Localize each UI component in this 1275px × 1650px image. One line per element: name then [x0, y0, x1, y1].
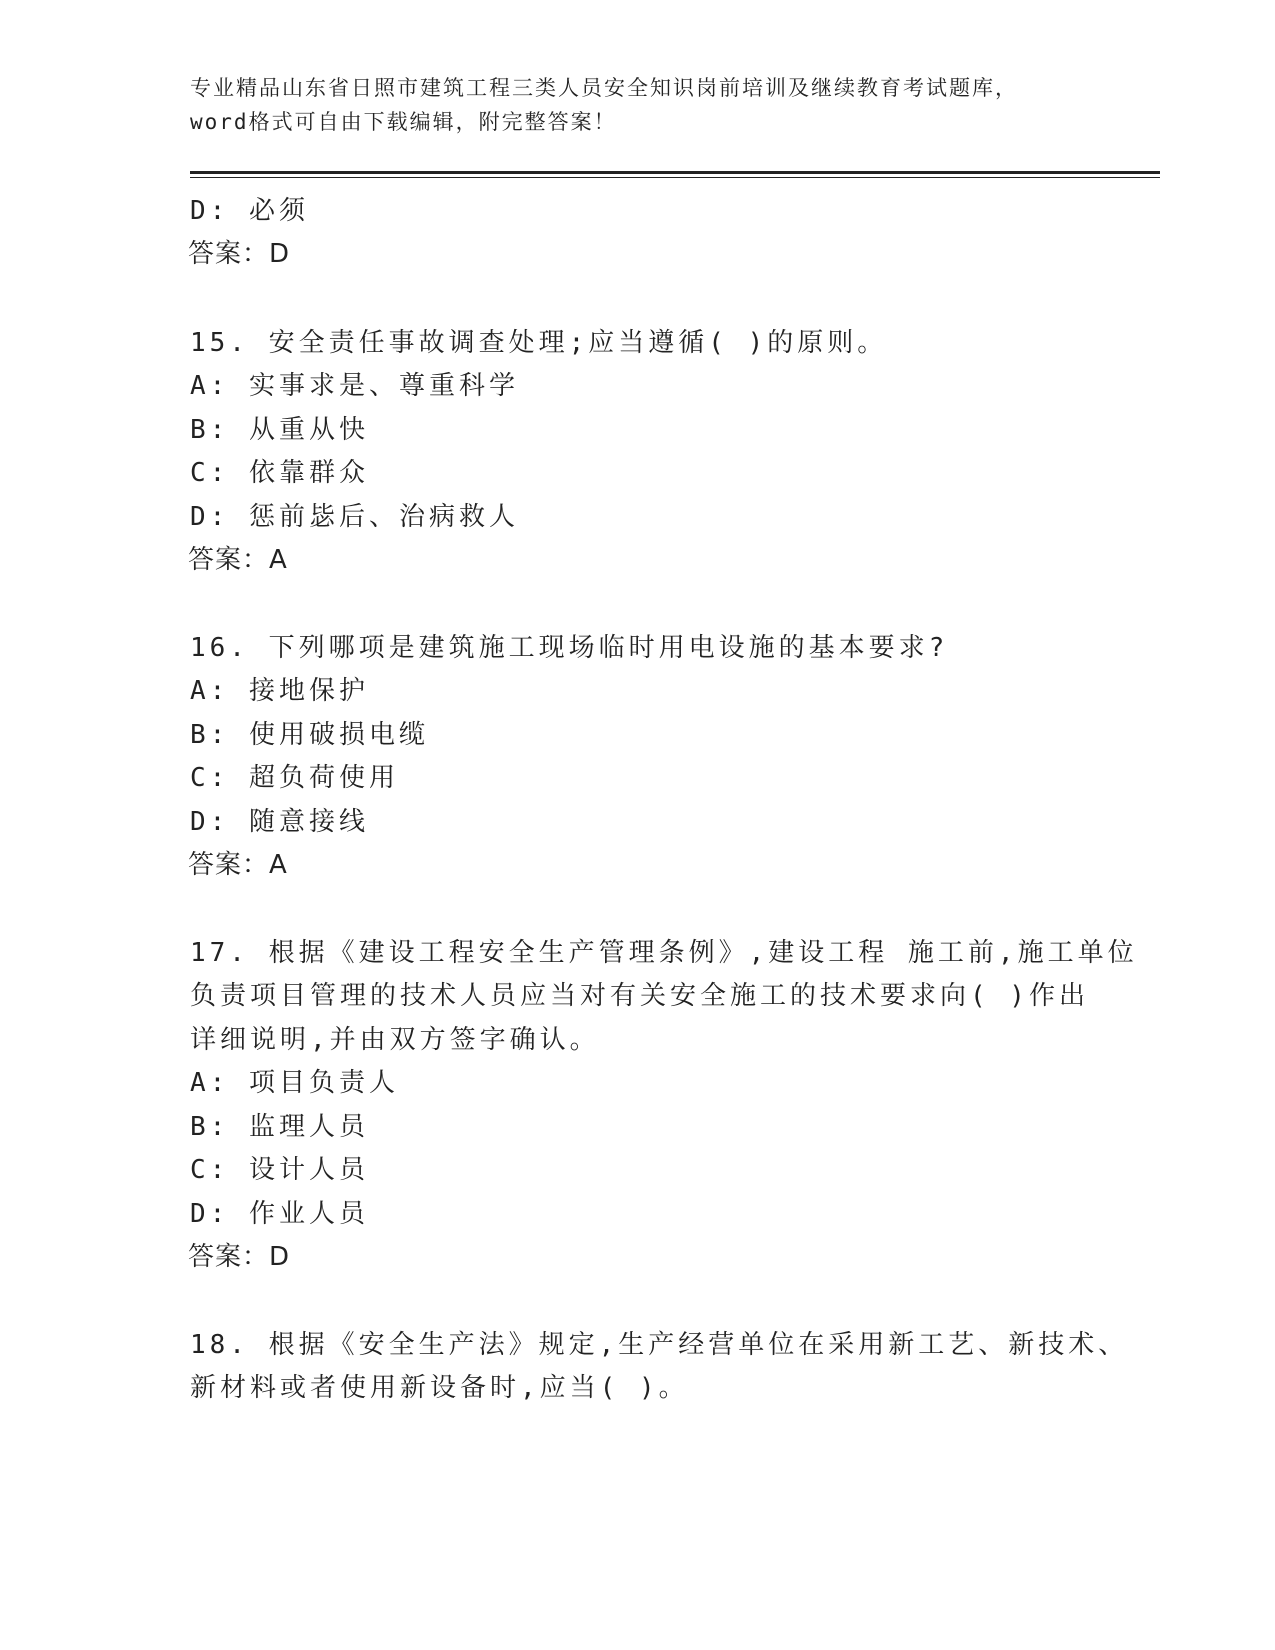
question-stem: 15. 安全责任事故调查处理;应当遵循( )的原则。	[190, 328, 888, 358]
answer: 答案：D	[188, 239, 291, 269]
question-stem-line1: 17. 根据《建设工程安全生产管理条例》,建设工程 施工前,施工单位	[190, 938, 1138, 968]
question-stem-line3: 详细说明,并由双方签字确认。	[190, 1025, 600, 1055]
option-a: A: 项目负责人	[190, 1068, 399, 1098]
header-rule-thin	[190, 177, 1160, 178]
question-stem: 16. 下列哪项是建筑施工现场临时用电设施的基本要求?	[190, 633, 949, 663]
question-stem-line2: 负责项目管理的技术人员应当对有关安全施工的技术要求向( )作出	[190, 981, 1089, 1011]
option-b: B: 监理人员	[190, 1112, 369, 1142]
option-c: C: 设计人员	[190, 1155, 369, 1185]
answer: 答案：D	[188, 1242, 291, 1272]
option-a: A: 接地保护	[190, 676, 369, 706]
option-d: D: 随意接线	[190, 807, 369, 837]
answer: 答案：A	[188, 545, 288, 575]
option-a: A: 实事求是、尊重科学	[190, 371, 519, 401]
option-b: B: 使用破损电缆	[190, 720, 429, 750]
header-rule-thick	[190, 171, 1160, 174]
option-d: D: 惩前毖后、治病救人	[190, 502, 519, 532]
option-d: D: 作业人员	[190, 1199, 369, 1229]
option-c: C: 依靠群众	[190, 458, 369, 488]
answer: 答案：A	[188, 850, 288, 880]
option-d: D: 必须	[190, 196, 309, 226]
header-title-line2: word格式可自由下载编辑，附完整答案！	[190, 110, 617, 134]
header-title-line1: 专业精品山东省日照市建筑工程三类人员安全知识岗前培训及继续教育考试题库，	[190, 76, 1018, 100]
option-b: B: 从重从快	[190, 415, 369, 445]
question-stem-line1: 18. 根据《安全生产法》规定,生产经营单位在采用新工艺、新技术、	[190, 1330, 1129, 1360]
question-stem-line2: 新材料或者使用新设备时,应当( )。	[190, 1373, 689, 1403]
option-c: C: 超负荷使用	[190, 763, 399, 793]
